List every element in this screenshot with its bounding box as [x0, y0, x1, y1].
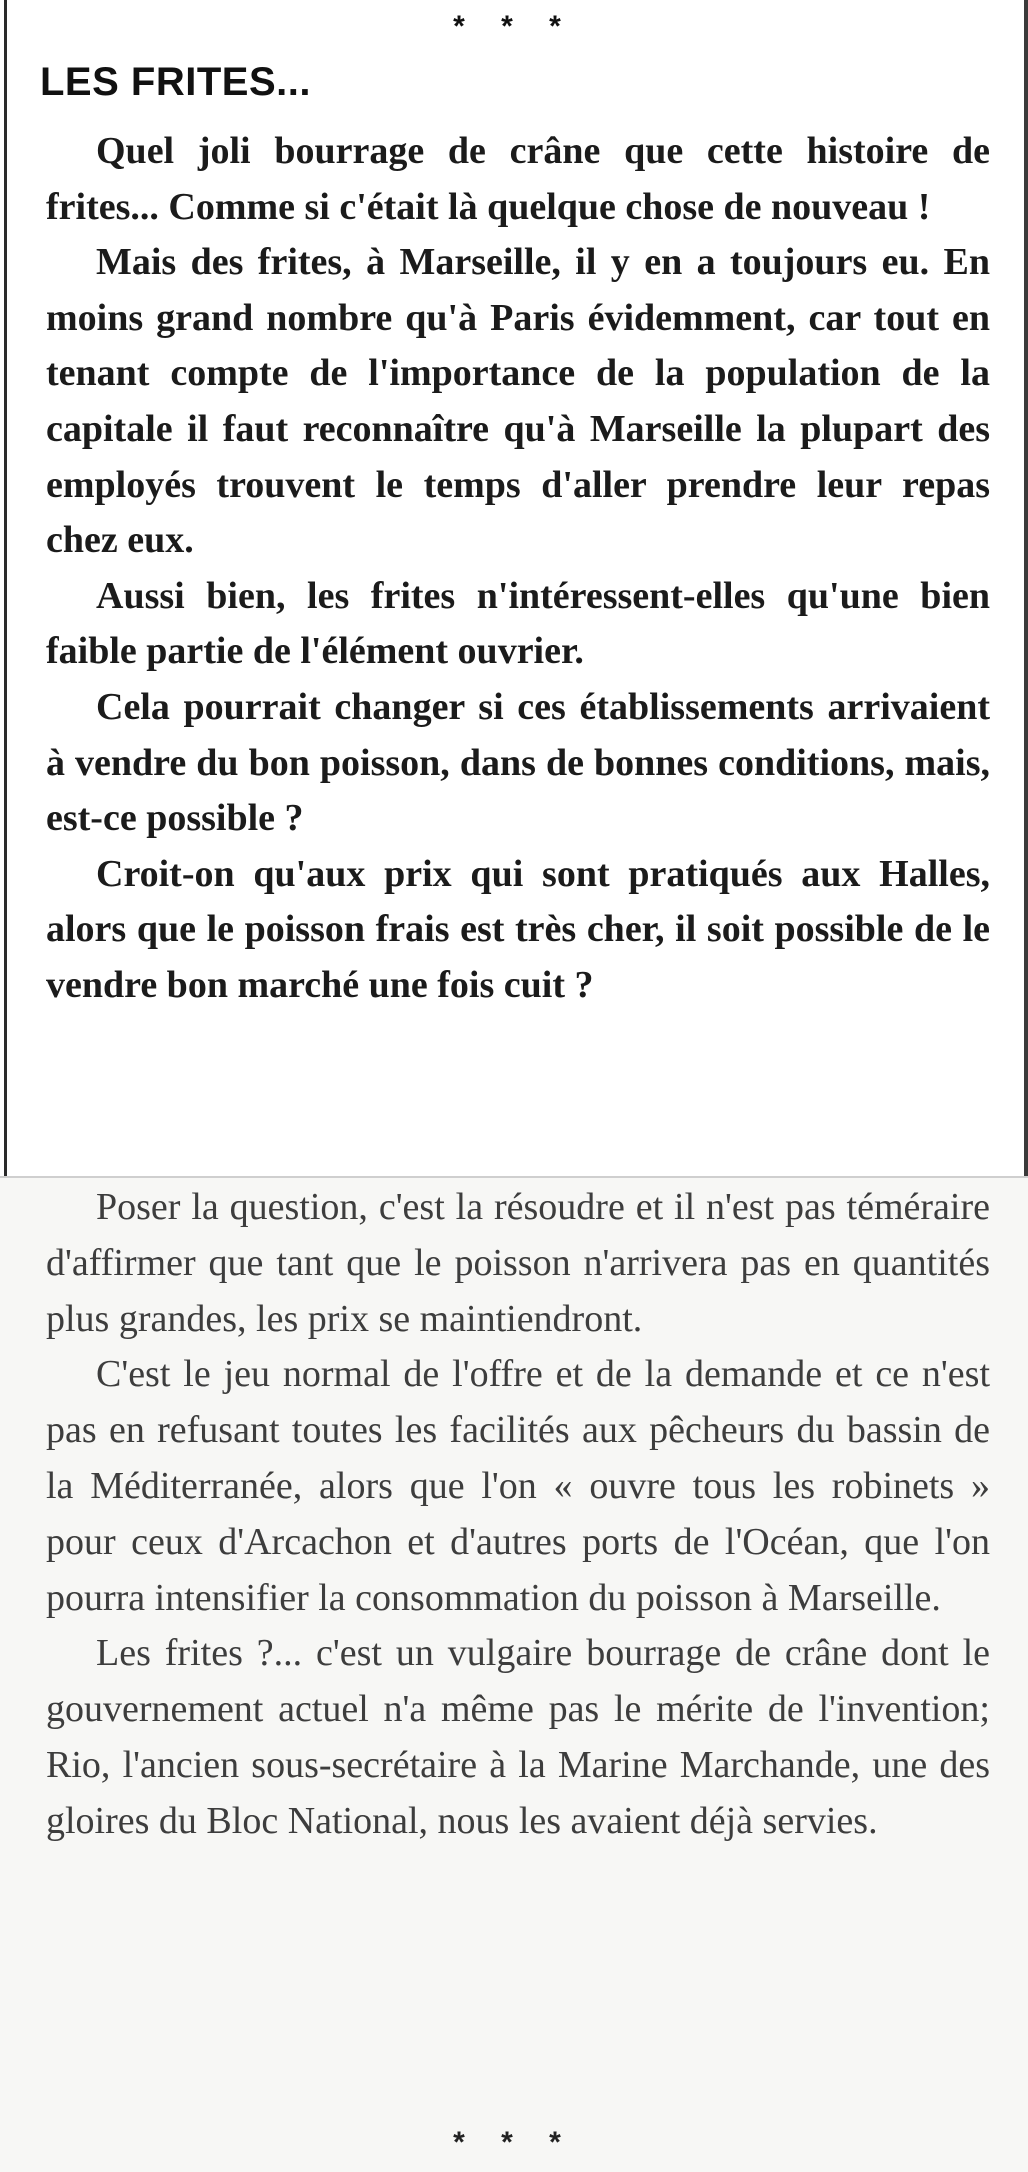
article-body-upper [46, 124, 990, 1014]
column-rule-right [1024, 0, 1028, 1178]
article-title: LES FRITES... [40, 60, 311, 104]
paragraph: Mais des frites, à Marseille, il y en a toujours eu. En moins grand nombre qu'à Paris évidemment, car tout en tenant compte de l'importance de la population de la capitale il faut reconnaître qu'à Marseille la plupart des employés trouvent le temps d'aller prendre leur repas chez eux. [46, 241, 990, 562]
paragraph: C'est le jeu normal de l'offre et de la demande et ce n'est pas en refusant toutes les facilités aux pêcheurs du bassin de la Méditerranée, alors que l'on « ouvre tous les robinets » pour ceux d'Arcachon et d'autres ports de l'Océan, que l'on pourra intensifier la consommation du poisson à Marseille. [46, 1353, 990, 1619]
column-rule-left [4, 0, 7, 1178]
separator-top: * * * [453, 10, 575, 43]
paragraph: Poser la question, c'est la résoudre et il n'est pas téméraire d'affirmer que tant que le poisson n'arrivera pas en quantités plus grandes, les prix se maintiendront. [46, 1186, 990, 1340]
paragraph: Cela pourrait changer si ces établissements arrivaient à vendre du bon poisson, dans de bonnes conditions, mais, est-ce possible ? [46, 685, 990, 840]
paragraph: Quel joli bourrage de crâne que cette histoire de frites... Comme si c'était là quelque chose de nouveau ! [46, 130, 990, 228]
scan-split-line [0, 1176, 1028, 1178]
paragraph: Les frites ?... c'est un vulgaire bourrage de crâne dont le gouvernement actuel n'a même pas le mérite de l'invention; Rio, l'ancien sous-secrétaire à la Marine Marchande, une des gloires du Bloc National, nous les avaient déjà servies. [46, 1632, 990, 1842]
article-body-lower [46, 1180, 990, 1850]
separator-bottom: * * * [453, 2126, 575, 2159]
paragraph: Aussi bien, les frites n'intéressent-elles qu'une bien faible partie de l'élément ouvrier. [46, 574, 990, 673]
paragraph: Croit-on qu'aux prix qui sont pratiqués aux Halles, alors que le poisson frais est très cher, il soit possible de le vendre bon marché une fois cuit ? [46, 852, 990, 1006]
